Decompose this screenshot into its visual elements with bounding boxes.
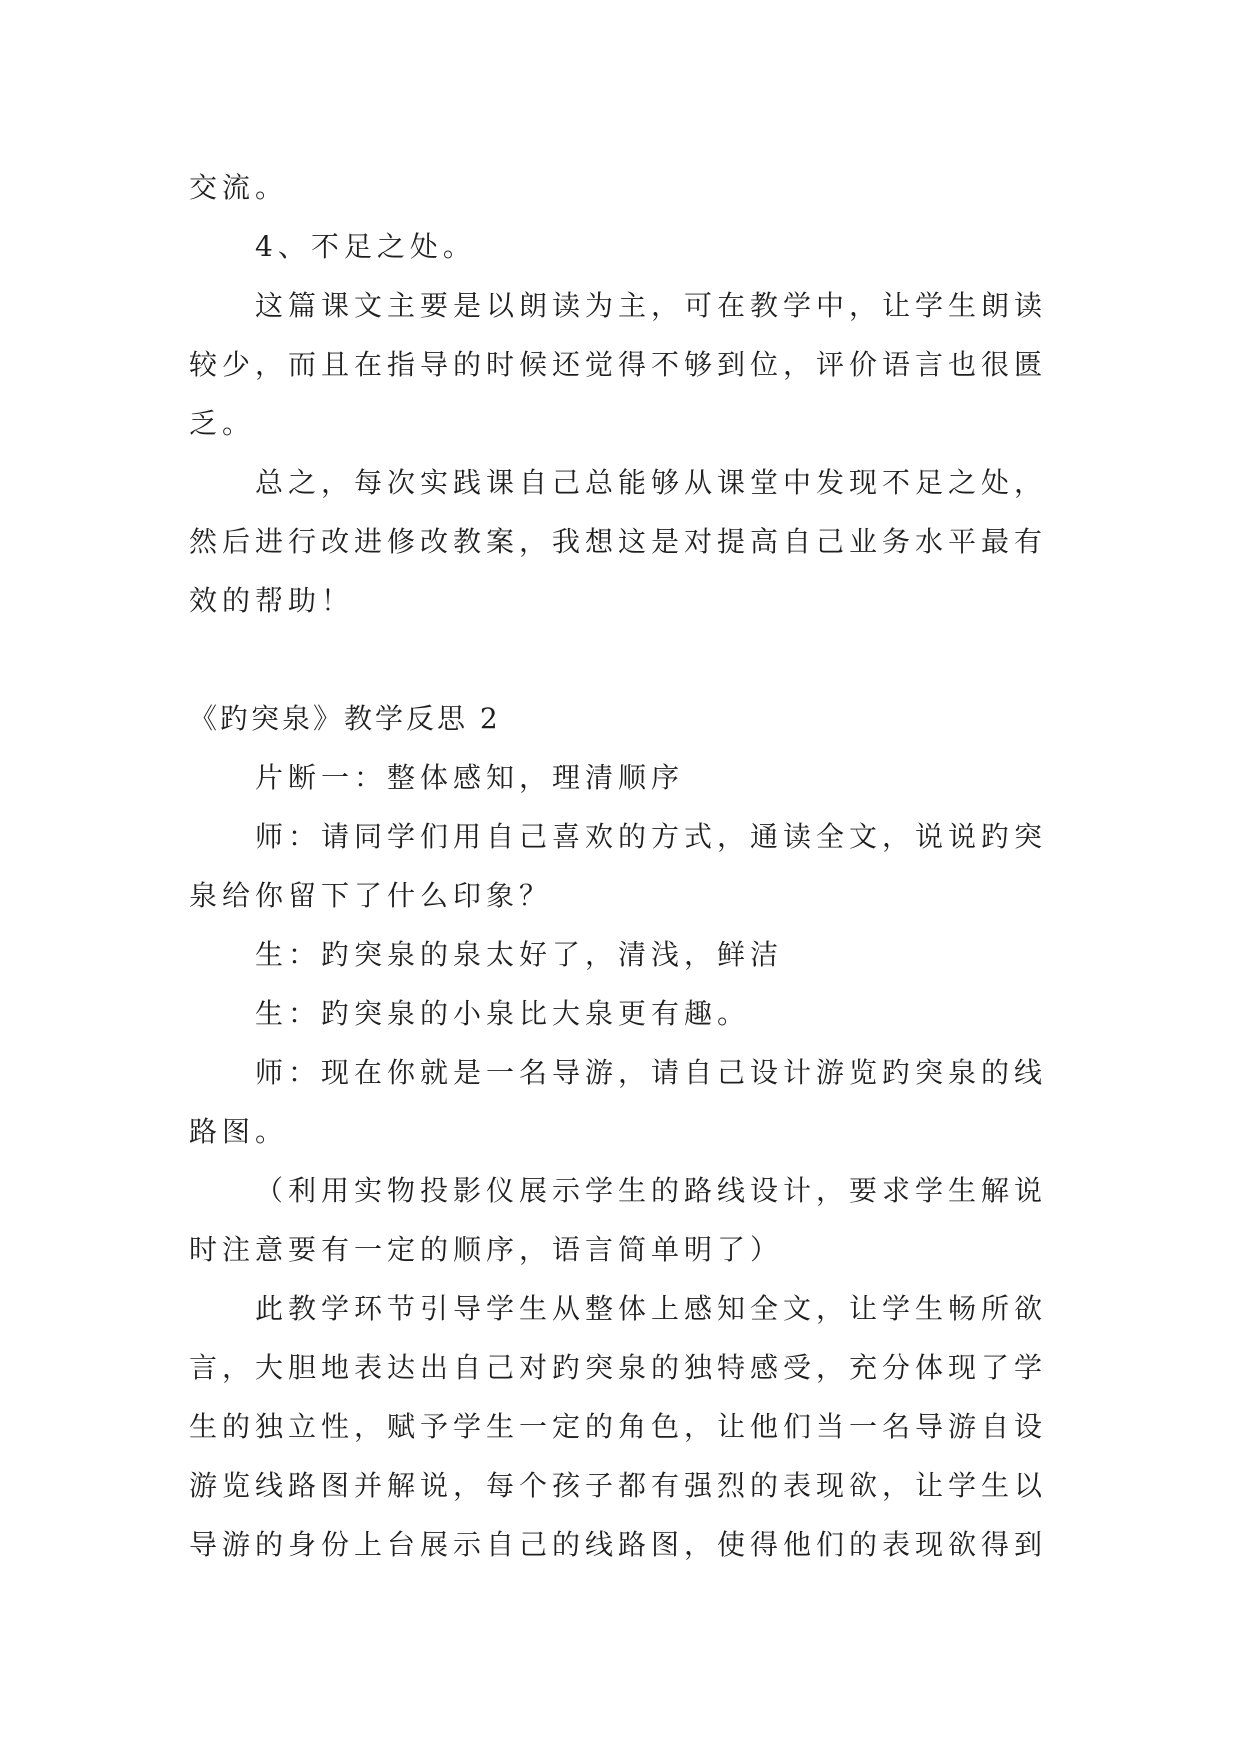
section-paragraph-student-answer-one: 生：趵突泉的泉太好了，清浅，鲜洁 — [255, 938, 784, 971]
section-title: 《趵突泉》教学反思 2 — [189, 702, 501, 735]
paragraph-reading-reflection: 这篇课文主要是以朗读为主，可在教学中，让学生朗读较少，而且在指导的时候还觉得不够到位，评价语言也很匮乏。 — [189, 289, 1048, 440]
paragraph-continuation: 交流。 — [189, 171, 289, 204]
section-paragraph-student-answer-two: 生：趵突泉的小泉比大泉更有趣。 — [255, 997, 751, 1030]
section-paragraph-teacher-task: 师：现在你就是一名导游，请自己设计游览趵突泉的线路图。 — [189, 1056, 1048, 1148]
section-paragraph-teacher-question: 师：请同学们用自己喜欢的方式，通读全文，说说趵突泉给你留下了什么印象？ — [189, 820, 1048, 912]
section-paragraph-fragment-one: 片断一：整体感知，理清顺序 — [255, 761, 685, 794]
paragraph-summary: 总之，每次实践课自己总能够从课堂中发现不足之处，然后进行改进修改教案，我想这是对提高自己业务水平最有效的帮助！ — [189, 466, 1048, 617]
document-body — [189, 158, 1059, 1574]
section-paragraph-projection-note: （利用实物投影仪展示学生的路线设计，要求学生解说时注意要有一定的顺序，语言简单明了） — [189, 1174, 1048, 1266]
section-paragraph-analysis: 此教学环节引导学生从整体上感知全文，让学生畅所欲言，大胆地表达出自己对趵突泉的独特感受，充分体现了学生的独立性，赋予学生一定的角色，让他们当一名导游自设游览线路图并解说，每个孩子都有强烈的表现欲，让学生以导游的身份上台展示自己的线路图，使得他们的表现欲得到 — [189, 1292, 1048, 1561]
section-spacer — [189, 630, 1059, 689]
paragraph-heading-shortcomings: 4、不足之处。 — [255, 230, 476, 263]
